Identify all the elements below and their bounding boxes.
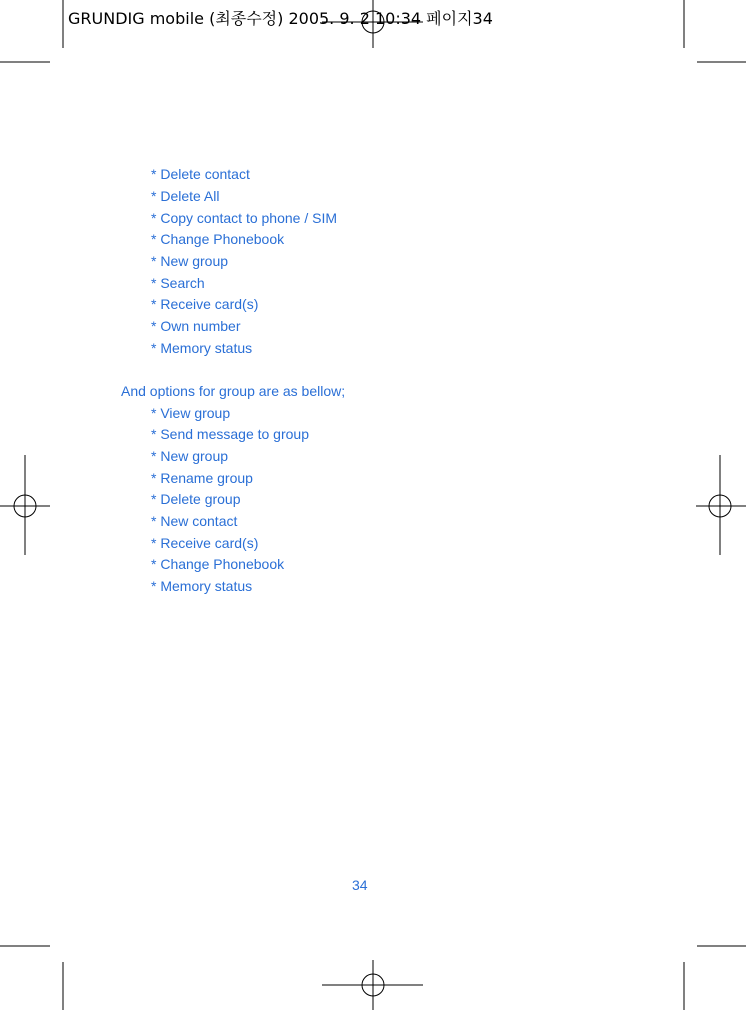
list-item: * New group (151, 253, 229, 269)
list-item: * Search (151, 275, 205, 291)
page-number: 34 (352, 877, 368, 893)
group-options-intro: And options for group are as bellow; (121, 383, 346, 399)
list-item: * View group (151, 405, 231, 421)
list-item: * New group (151, 448, 229, 464)
list-item: * Delete group (151, 491, 241, 507)
list-item: * Delete All (151, 188, 220, 204)
list-item: * Memory status (151, 578, 253, 594)
list-item: * Memory status (151, 340, 253, 356)
list-item: * New contact (151, 513, 238, 529)
list-item: * Send message to group (151, 426, 309, 442)
list-item: * Receive card(s) (151, 296, 259, 312)
print-header: GRUNDIG mobile (최종수정) 2005. 9. 2 10:34 페이지34 (68, 9, 493, 28)
list-item: * Delete contact (151, 166, 250, 182)
list-item: * Copy contact to phone / SIM (151, 210, 337, 226)
list-item: * Own number (151, 318, 241, 334)
list-item: * Receive card(s) (151, 535, 259, 551)
list-item: * Change Phonebook (151, 231, 285, 247)
list-item: * Change Phonebook (151, 556, 285, 572)
list-item: * Rename group (151, 470, 253, 486)
